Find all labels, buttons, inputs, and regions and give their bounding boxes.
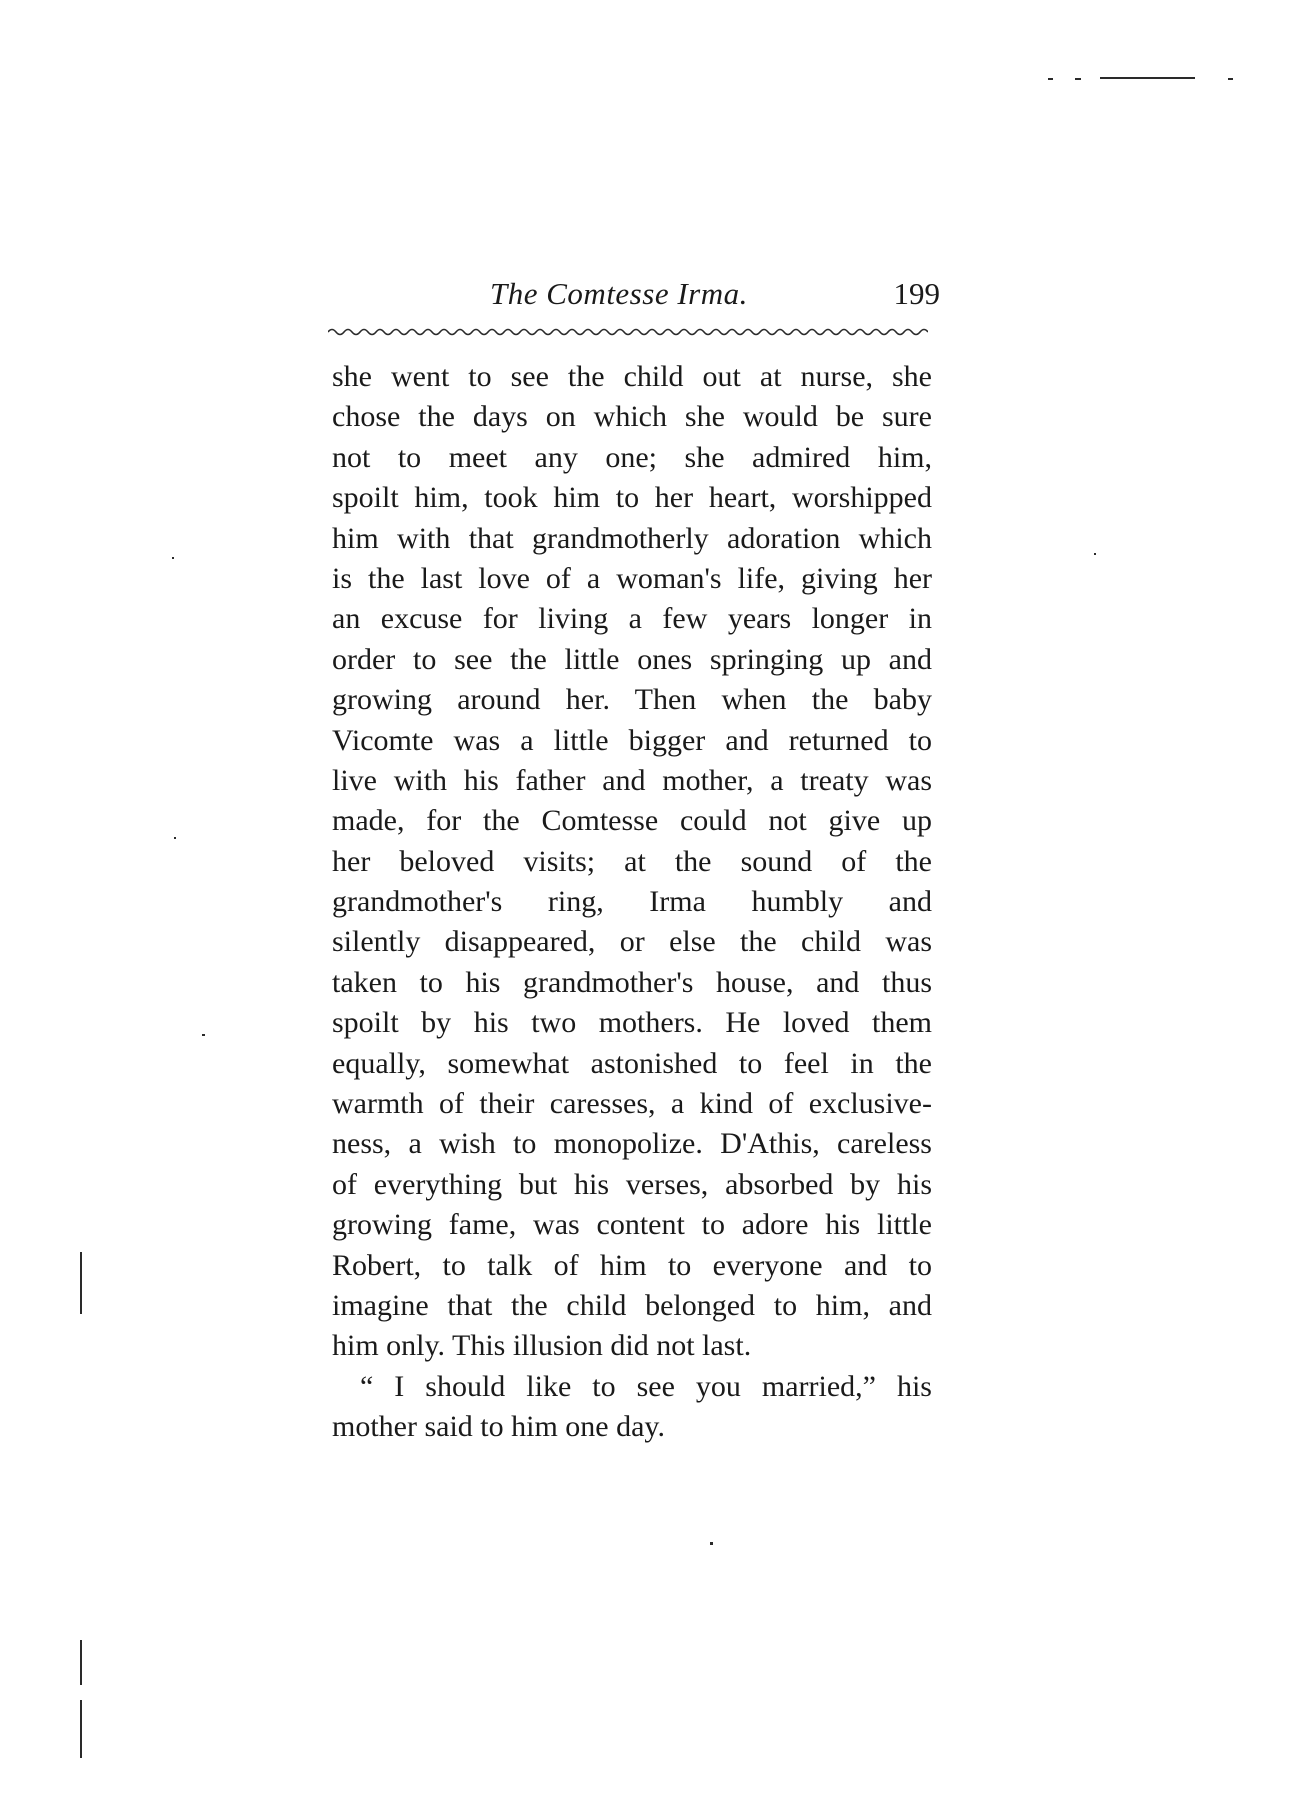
text-line: growing fame, was content to adore his little xyxy=(332,1208,932,1242)
scan-mark-left-3 xyxy=(80,1700,82,1758)
text-line: not to meet any one; she admired him, xyxy=(332,440,932,474)
page-number: 199 xyxy=(893,276,940,311)
text-line: of everything but his verses, absorbed by his xyxy=(332,1167,932,1201)
text-line: warmth of their caresses, a kind of exclusive- xyxy=(332,1087,932,1121)
text-line: him with that grandmotherly adoration which xyxy=(332,521,932,555)
text-line: an excuse for living a few years longer in xyxy=(332,602,932,636)
text-line: Vicomte was a little bigger and returned to xyxy=(332,723,932,757)
text-line: live with his father and mother, a treaty was xyxy=(332,763,932,797)
text-line: ness, a wish to monopolize. D'Athis, careless xyxy=(332,1127,932,1161)
text-line: order to see the little ones springing up and xyxy=(332,642,932,676)
scan-mark-left-2 xyxy=(80,1640,82,1685)
text-line: Robert, to talk of him to everyone and to xyxy=(332,1248,932,1282)
text-line: grandmother's ring, Irma humbly and xyxy=(332,885,932,919)
scan-dot-3 xyxy=(202,1034,205,1036)
text-line: mother said to him one day. xyxy=(332,1410,665,1444)
text-line: growing around her. Then when the baby xyxy=(332,683,932,717)
scan-mark-left-1 xyxy=(80,1252,82,1314)
text-line: she went to see the child out at nurse, she xyxy=(332,360,932,393)
body-text xyxy=(332,357,932,1448)
text-line: is the last love of a woman's life, giving her xyxy=(332,561,932,595)
text-line: him only. This illusion did not last. xyxy=(332,1329,752,1363)
scan-mark-top-right-2 xyxy=(1075,78,1081,80)
running-title: The Comtesse Irma. xyxy=(490,276,748,311)
text-line: “ I should like to see you married,” his xyxy=(360,1369,932,1403)
scan-dot-2 xyxy=(174,837,176,839)
scan-mark-top-right-3 xyxy=(1100,77,1195,79)
wavy-rule-divider xyxy=(328,326,928,338)
text-line: her beloved visits; at the sound of the xyxy=(332,844,932,878)
scan-mark-top-right-1 xyxy=(1048,78,1053,80)
text-line: equally, somewhat astonished to feel in the xyxy=(332,1046,932,1080)
text-line: spoilt him, took him to her heart, worshipped xyxy=(332,481,932,515)
text-line: silently disappeared, or else the child was xyxy=(332,925,932,959)
text-line: imagine that the child belonged to him, and xyxy=(332,1288,932,1322)
scan-dot-4 xyxy=(1094,553,1096,555)
text-line: chose the days on which she would be sure xyxy=(332,400,932,434)
running-head xyxy=(330,276,940,316)
text-line: taken to his grandmother's house, and thus xyxy=(332,965,932,999)
text-line: spoilt by his two mothers. He loved them xyxy=(332,1006,932,1040)
scan-dot-5 xyxy=(710,1542,713,1545)
scan-mark-top-right-4 xyxy=(1228,78,1233,80)
text-line: made, for the Comtesse could not give up xyxy=(332,804,932,838)
scan-dot-1 xyxy=(172,557,174,559)
